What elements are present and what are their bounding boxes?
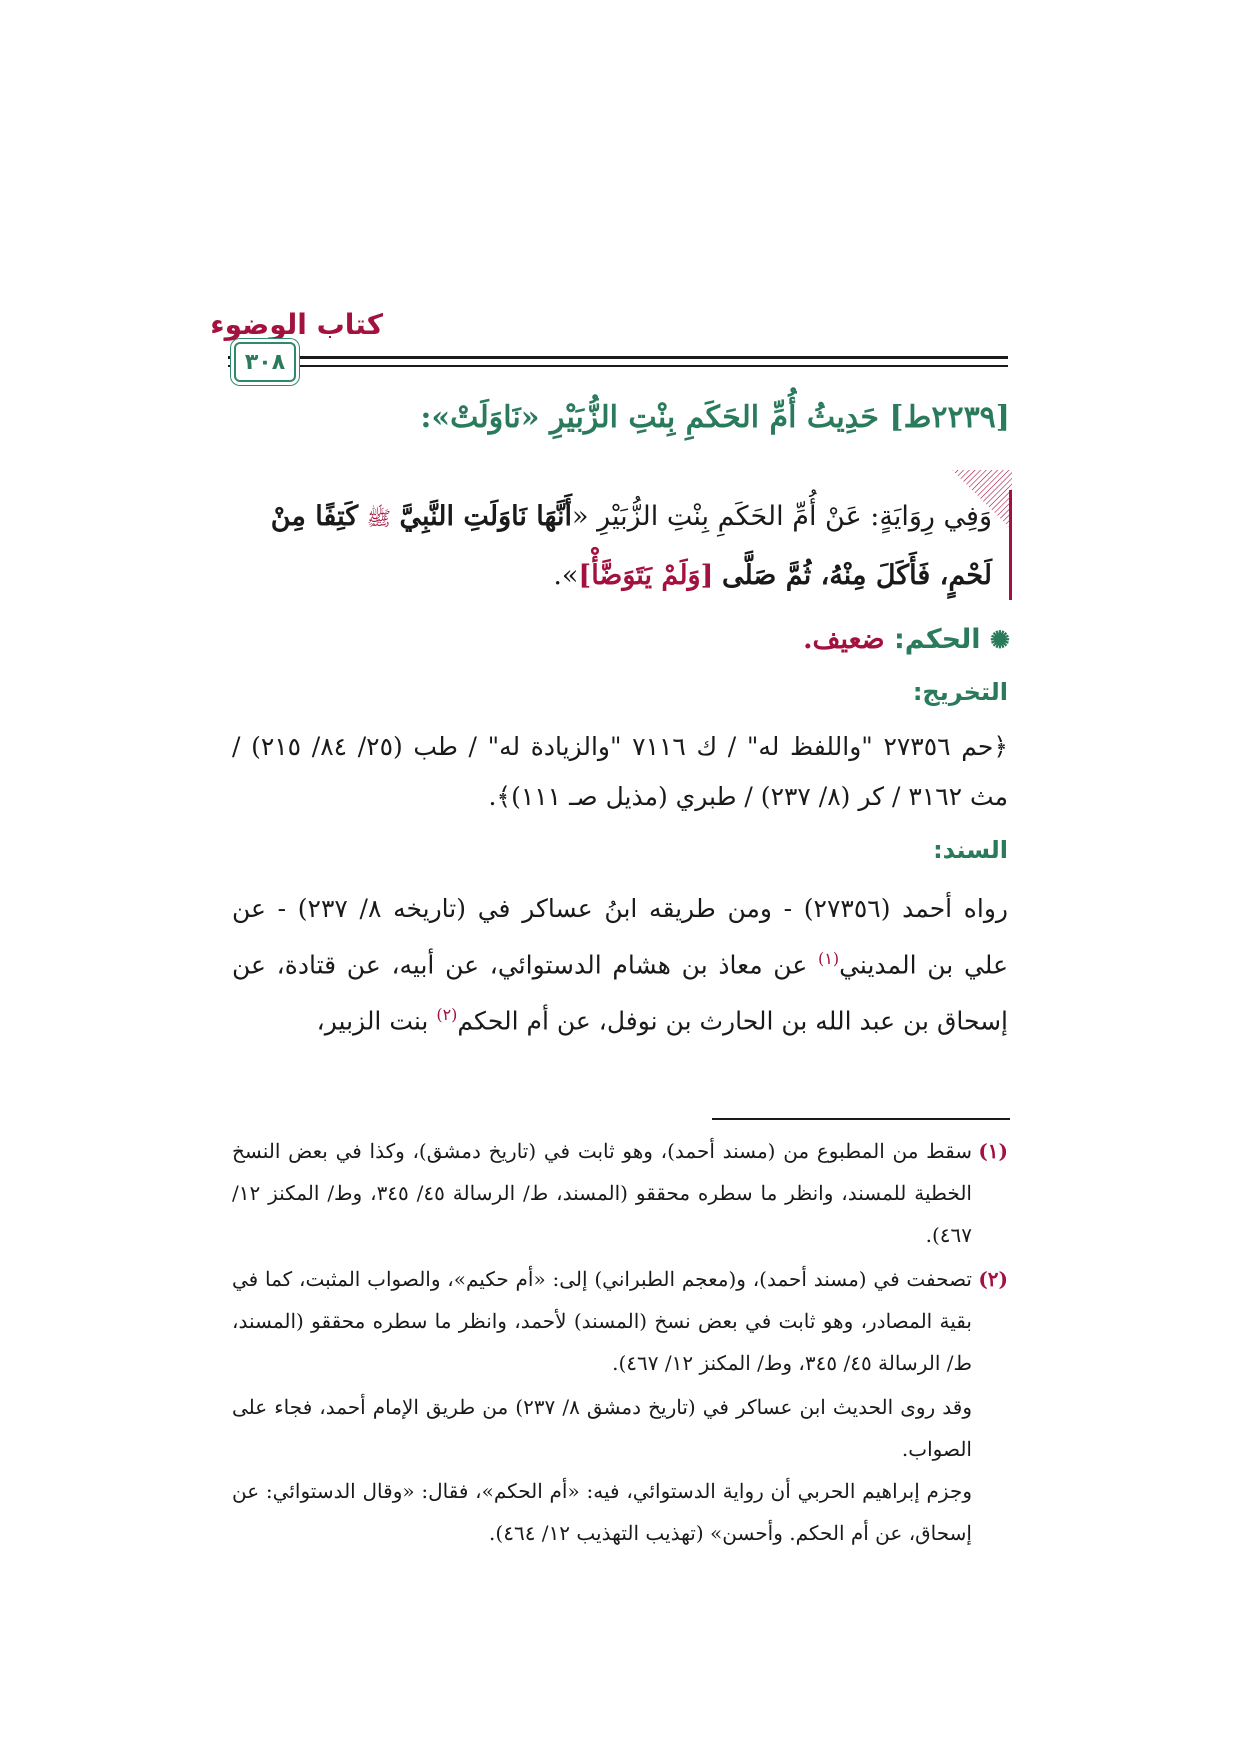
footnote-number: (٢) <box>978 1267 1008 1291</box>
footnotes <box>232 1130 1008 1554</box>
hadith-title: [٢٢٣٩ط] حَدِيثُ أُمِّ الحَكَمِ بِنْتِ الزُّبَيْرِ «نَاوَلَتْ»: <box>420 400 1010 435</box>
footnote-1 <box>232 1130 1008 1256</box>
hadith-intro: وَفِي رِوَايَةٍ: عَنْ أُمِّ الحَكَمِ بِنْتِ الزُّبَيْرِ « <box>572 501 992 532</box>
footnote-ref-2[interactable]: (٢) <box>436 1005 458 1025</box>
footnote-ref-1[interactable]: (١) <box>817 949 840 968</box>
hadith-end: ». <box>553 560 579 591</box>
footnote-text: سقط من المطبوع من (مسند أحمد)، وهو ثابت في (تاريخ دمشق)، وكذا في بعض النسخ الخطية للمسند، وانظر ما سطره محققو (المسند، ط/ الرسالة ٤٥/ ٣٤٥، وط/ المكنز ١٢/ ٤٦٧). <box>232 1139 972 1247</box>
footnote-number: (١) <box>978 1139 1008 1163</box>
page-number: ٣٠٨ <box>234 342 296 382</box>
hadith-matn-2: كَتِفًا مِنْ لَحْمٍ، فَأَكَلَ مِنْهُ، ثُمَّ صَلَّى <box>270 501 992 591</box>
hukm-value: ضعيف. <box>803 624 885 655</box>
takhrij-text: ﴿حم ٢٧٣٥٦ "واللفظ له" / ك ٧١١٦ "والزيادة له" / طب (٢٥/ ٨٤/ ٢١٥) / مث ٣١٦٢ / كر (٨/ ٢٣٧) / طبري (مذيل صـ ١١١)﴾. <box>232 732 1008 811</box>
sanad-text <box>232 884 1008 1047</box>
rosette-icon: ✺ <box>989 625 1010 654</box>
footnote-2-continuation: وقد روى الحديث ابن عساكر في (تاريخ دمشق ٨/ ٢٣٧) من طريق الإمام أحمد، فجاء على الصواب. <box>232 1395 972 1461</box>
hadith-ziyada: [وَلَمْ يَتَوَضَّأْ] <box>578 560 714 591</box>
hukm-line <box>803 624 1010 655</box>
footnote-2-continuation-2: وجزم إبراهيم الحربي أن رواية الدستوائي، فيه: «أم الحكم»، فقال: «وقال الدستوائي: عن إسحاق، عن أم الحكم. وأحسن» (تهذيب التهذيب ١٢/ ٤٦٤). <box>232 1479 972 1545</box>
footnote-separator <box>712 1118 1010 1120</box>
header-rule <box>228 356 1008 359</box>
sanad-part-3: بنت الزبير، <box>316 1006 437 1036</box>
takhrij-heading: التخريج: <box>912 678 1008 706</box>
sanad-part-2: عن معاذ بن هشام الدستوائي، عن أبيه، عن قتادة، عن إسحاق بن عبد الله بن الحارث بن نوفل، عن أم الحكم <box>232 950 1008 1036</box>
header-rule-thin <box>228 365 1008 367</box>
book-title: كتاب الوضوء <box>210 308 383 341</box>
quote-border <box>1009 490 1012 600</box>
hadith-text <box>232 488 992 605</box>
sanad-part-1: رواه أحمد (٢٧٣٥٦) - ومن طريقه ابنُ عساكر في (تاريخه ٨/ ٢٣٧) - عن علي بن المديني <box>232 894 1009 980</box>
hadith-matn-1: أَنَّهَا نَاوَلَتِ النَّبِيَّ <box>399 501 572 532</box>
footnote-text: تصحفت في (مسند أحمد)، و(معجم الطبراني) إلى: «أم حكيم»، والصواب المثبت، كما في بقية المصادر، وهو ثابت في بعض نسخ (المسند) لأحمد، وانظر ما سطره محققو (المسند، ط/ الرسالة ٤٥/ ٣٤٥، وط/ المكنز ١٢/ ٤٦٧). <box>232 1267 972 1375</box>
sanad-heading: السند: <box>933 836 1008 864</box>
salawat-symbol: ﷺ <box>366 506 391 530</box>
footnote-2 <box>232 1258 1008 1384</box>
hukm-label: الحكم: <box>893 624 981 655</box>
